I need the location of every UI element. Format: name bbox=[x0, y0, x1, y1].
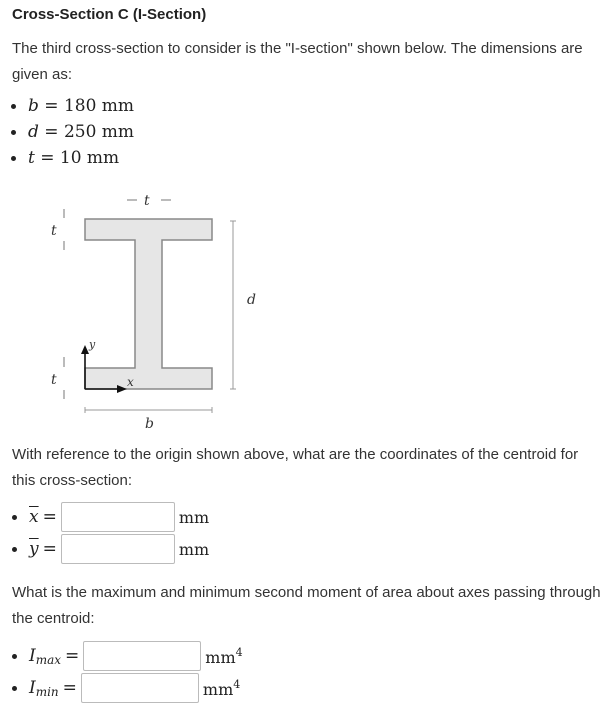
centroid-y-input[interactable] bbox=[61, 534, 175, 564]
centroid-x-unit: mm bbox=[178, 507, 210, 527]
label-t-left-lower: t bbox=[51, 372, 57, 388]
dimension-symbol: b bbox=[28, 96, 39, 116]
dimension-value: = 10 mm bbox=[40, 148, 120, 168]
imax-input[interactable] bbox=[83, 641, 201, 671]
centroid-x-input[interactable] bbox=[61, 502, 175, 532]
moment-question: What is the maximum and minimum second moment of area about axes passing through the centroid: bbox=[12, 584, 601, 627]
i-section-figure bbox=[40, 185, 270, 435]
bullet bbox=[12, 686, 17, 691]
imax-unit-base: mm bbox=[205, 647, 236, 667]
bullet bbox=[12, 654, 17, 659]
centroid-y-unit: mm bbox=[178, 539, 210, 559]
equals-sign: = bbox=[42, 539, 57, 559]
dimension-symbol: t bbox=[28, 148, 35, 168]
centroid-y-row bbox=[10, 534, 209, 564]
equals-sign: = bbox=[62, 678, 77, 698]
intro-text: The third cross-section to consider is the "I-section" shown below. The dimensions are given as: bbox=[12, 40, 583, 83]
equals-sign: = bbox=[42, 507, 57, 527]
imin-input[interactable] bbox=[81, 673, 199, 703]
imin-row bbox=[10, 673, 240, 703]
dimension-value: = 180 mm bbox=[44, 96, 135, 116]
dimension-t bbox=[10, 145, 134, 171]
label-y: y bbox=[89, 338, 96, 351]
imin-unit-exponent: 4 bbox=[233, 677, 241, 691]
bullet bbox=[12, 547, 17, 552]
centroid-question: With reference to the origin shown above, what are the coordinates of the centroid for this cross-section: bbox=[12, 446, 579, 489]
i-section-shape bbox=[85, 219, 212, 389]
label-x: x bbox=[127, 375, 134, 389]
imin-subscript: min bbox=[35, 684, 59, 699]
dimension-list bbox=[10, 93, 134, 171]
imax-letter: I bbox=[29, 645, 36, 666]
imin-unit-base: mm bbox=[202, 679, 234, 699]
dimension-symbol: d bbox=[28, 122, 39, 142]
y-axis-arrowhead bbox=[81, 345, 89, 354]
imin-symbol bbox=[29, 678, 59, 699]
x-bar-symbol: $\overline{x}$ bbox=[29, 507, 39, 527]
imin-letter: I bbox=[29, 677, 36, 698]
y-bar-symbol: $\overline{y}$ bbox=[29, 539, 39, 559]
dimension-value: = 250 mm bbox=[44, 122, 135, 142]
dimension-b bbox=[10, 93, 134, 119]
imax-symbol bbox=[29, 646, 61, 667]
label-t-left-upper: t bbox=[51, 223, 57, 239]
imax-row bbox=[10, 641, 243, 671]
imax-unit bbox=[205, 646, 242, 667]
label-t-top: t bbox=[144, 193, 150, 209]
label-b: b bbox=[145, 416, 154, 432]
imin-unit bbox=[203, 678, 240, 699]
label-d: d bbox=[247, 292, 256, 308]
imax-subscript: max bbox=[35, 652, 62, 667]
dimension-d bbox=[10, 119, 134, 145]
equals-sign: = bbox=[65, 646, 80, 666]
page-title: Cross-Section C (I-Section) bbox=[12, 6, 207, 23]
bullet bbox=[12, 515, 17, 520]
centroid-x-row bbox=[10, 502, 209, 532]
imax-unit-exponent: 4 bbox=[235, 645, 243, 659]
